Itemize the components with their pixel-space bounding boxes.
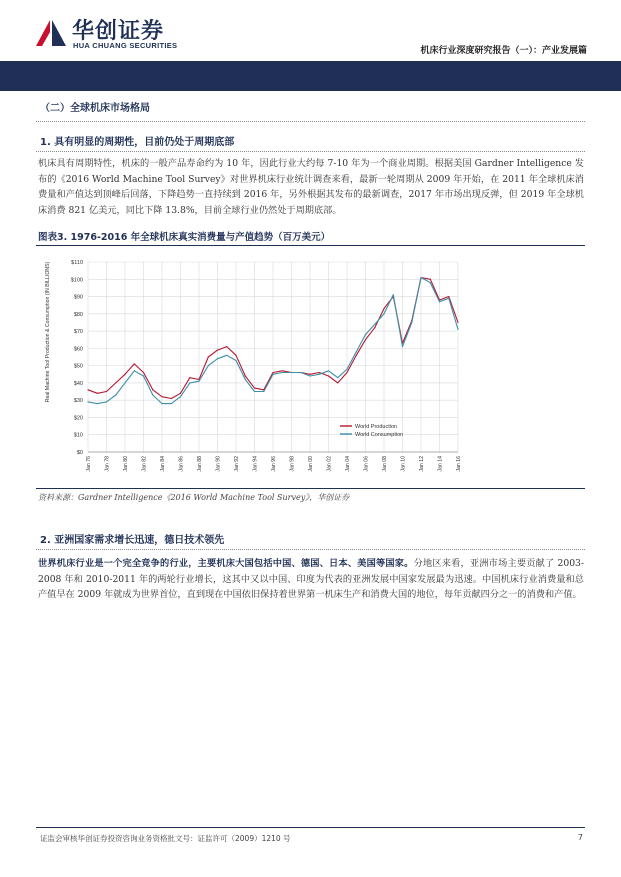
data-point <box>217 358 218 359</box>
x-tick-label: Jan 78 <box>104 456 111 472</box>
data-point <box>291 372 292 373</box>
x-tick-label: Jan 86 <box>178 456 185 472</box>
data-point <box>106 391 107 392</box>
data-point <box>189 382 190 383</box>
data-point <box>430 279 431 280</box>
data-point <box>356 355 357 356</box>
x-tick-label: Jan 12 <box>419 456 425 472</box>
data-point <box>87 401 88 402</box>
data-point <box>337 377 338 378</box>
data-point <box>235 360 236 361</box>
subsection-heading-2: 2. 亚洲国家需求增长迅速，德日技术领先 <box>40 535 225 546</box>
data-point <box>346 372 347 373</box>
data-point <box>374 324 375 325</box>
divider <box>36 549 585 550</box>
company-logo-icon <box>34 16 68 50</box>
page-number: 7 <box>577 833 583 842</box>
data-point <box>124 374 125 375</box>
data-point <box>97 393 98 394</box>
data-point <box>300 372 301 373</box>
data-point <box>171 398 172 399</box>
header-band <box>0 61 621 91</box>
x-tick-label: Jan 92 <box>234 456 240 472</box>
data-point <box>161 396 162 397</box>
data-point <box>439 301 440 302</box>
x-tick-label: Jan 04 <box>345 456 351 472</box>
figure-rule <box>36 245 585 246</box>
data-point <box>134 370 135 371</box>
x-tick-label: Jan 96 <box>271 456 277 472</box>
x-tick-label: Jan 90 <box>215 456 222 472</box>
data-point <box>383 308 384 309</box>
y-tick-label: $10 <box>73 432 83 439</box>
chart-container <box>40 250 470 480</box>
y-tick-label: $70 <box>73 329 83 336</box>
data-point <box>457 329 458 330</box>
x-tick-label: Jan 14 <box>437 456 444 472</box>
y-tick-label: $30 <box>73 398 83 405</box>
x-tick-label: Jan 88 <box>197 456 203 472</box>
data-point <box>282 370 283 371</box>
data-point <box>226 346 227 347</box>
data-point <box>393 294 394 295</box>
data-point <box>448 296 449 297</box>
y-tick-label: $40 <box>73 380 83 387</box>
x-tick-label: Jan 00 <box>308 456 314 472</box>
report-title: 机床行业深度研究报告（一）：产业发展篇 <box>420 46 587 56</box>
y-axis-label: Real Machine Tool Production & Consumption (IN BILLIONS) <box>45 261 51 403</box>
y-tick-label: $80 <box>73 311 83 318</box>
y-tick-label: $90 <box>73 294 83 301</box>
paragraph-text: 分地区来看，亚洲市场主要贡献了 2003-2008 年和 2010-2011 年的两轮行业增长，这其中又以中国、印度为代表的亚洲发展中国家发展最为迅速。中国机床行业消费量和总产值早在 2009 年就成为世界首位，直到现在中国依旧保持着世界第一机床生产和消费大国的地位，每年贡献四分之一的消费和产值。 <box>38 558 585 600</box>
x-tick-label: Jan 80 <box>123 456 129 472</box>
data-point <box>374 327 375 328</box>
data-point <box>115 382 116 383</box>
data-point <box>365 334 366 335</box>
data-point <box>309 374 310 375</box>
y-tick-label: $0 <box>76 450 83 456</box>
x-tick-label: Jan 06 <box>363 456 370 472</box>
data-point <box>189 377 190 378</box>
divider <box>36 151 585 152</box>
x-tick-label: Jan 98 <box>289 456 296 472</box>
y-tick-label: $60 <box>73 346 83 353</box>
legend-label: World Production <box>355 424 398 430</box>
divider <box>36 121 585 122</box>
footer-license: 证监会审核华创证券投资咨询业务资格批文号：证监许可（2009）1210 号 <box>40 834 291 843</box>
section-heading: （二）全球机床市场格局 <box>40 103 150 114</box>
data-point <box>272 374 273 375</box>
x-tick-label: Jan 84 <box>160 456 166 472</box>
legend-label: World Consumption <box>355 432 404 438</box>
data-point <box>208 365 209 366</box>
data-point <box>272 372 273 373</box>
data-point <box>420 277 421 278</box>
data-point <box>124 382 125 383</box>
footer-rule <box>36 827 585 828</box>
data-point <box>152 389 153 390</box>
data-point <box>457 322 458 323</box>
y-tick-label: $110 <box>71 260 83 266</box>
company-name-en: HUA CHUANG SECURITIES <box>73 41 178 50</box>
company-name-cn: 华创证券 <box>72 19 165 44</box>
data-point <box>245 375 246 376</box>
x-tick-label: Jan 08 <box>382 456 388 472</box>
data-point <box>356 351 357 352</box>
figure-title: 图表3. 1976-2016 年全球机床真实消费量与产值趋势（百万美元） <box>38 232 331 243</box>
data-point <box>87 389 88 390</box>
data-point <box>337 382 338 383</box>
data-point <box>134 363 135 364</box>
x-tick-label: Jan 16 <box>456 456 462 472</box>
y-tick-label: $50 <box>73 363 83 370</box>
data-point <box>180 396 181 397</box>
line-chart <box>40 250 470 480</box>
data-point <box>152 394 153 395</box>
data-point <box>106 401 107 402</box>
data-point <box>254 387 255 388</box>
x-tick-label: Jan 82 <box>141 456 148 472</box>
subsection-heading-1: 1. 具有明显的周期性，目前仍处于周期底部 <box>40 137 235 148</box>
data-point <box>143 375 144 376</box>
data-point <box>282 372 283 373</box>
data-point <box>115 394 116 395</box>
data-point <box>180 393 181 394</box>
data-point <box>235 355 236 356</box>
data-point <box>448 298 449 299</box>
source-rule <box>36 488 585 489</box>
data-point <box>328 375 329 376</box>
data-point <box>346 368 347 369</box>
data-point <box>402 346 403 347</box>
data-point <box>171 403 172 404</box>
data-point <box>143 372 144 373</box>
data-point <box>365 339 366 340</box>
x-tick-label: Jan 76 <box>86 456 92 472</box>
data-point <box>245 379 246 380</box>
body-paragraph-2 <box>38 556 584 603</box>
figure-source: 资料来源：Gardner Intelligence《2016 World Machine Tool Survey》，华创证券 <box>38 493 350 502</box>
data-point <box>328 370 329 371</box>
data-point <box>411 322 412 323</box>
data-point <box>383 313 384 314</box>
y-tick-label: $100 <box>70 277 83 284</box>
x-tick-label: Jan 02 <box>326 456 333 472</box>
data-point <box>430 282 431 283</box>
data-point <box>97 403 98 404</box>
data-point <box>226 355 227 356</box>
x-tick-label: Jan 10 <box>400 456 407 472</box>
data-point <box>161 403 162 404</box>
data-point <box>198 381 199 382</box>
body-paragraph-1: 机床具有周期特性，机床的一般产品寿命约为 10 年，因此行业大约每 7-10 年为一个商业周期。根据美国 Gardner Intelligence 发布的《2016 World Machine Tool Survey》对世界机床行业统计调查来看，最新一轮周期从 2009 年开始，在 2011 年全球机床消费量和产值达到顶峰后回落，下降趋势一直持续到 2016 年，另外根据其发布的最新调查，2017 年市场出现反弹，但 2019 年全球机床消费 821 亿美元，同比下降 13.8%，目前全球行业仍然处于周期底部。 <box>38 158 584 216</box>
data-point <box>217 349 218 350</box>
data-point <box>254 391 255 392</box>
lead-sentence: 世界机床行业是一个完全竞争的行业，主要机床大国包括中国、德国、日本、美国等国家。 <box>38 558 414 569</box>
data-point <box>319 374 320 375</box>
x-tick-label: Jan 94 <box>252 456 259 472</box>
data-point <box>319 372 320 373</box>
y-tick-label: $20 <box>73 415 83 422</box>
data-point <box>309 375 310 376</box>
data-point <box>263 391 264 392</box>
data-point <box>208 356 209 357</box>
